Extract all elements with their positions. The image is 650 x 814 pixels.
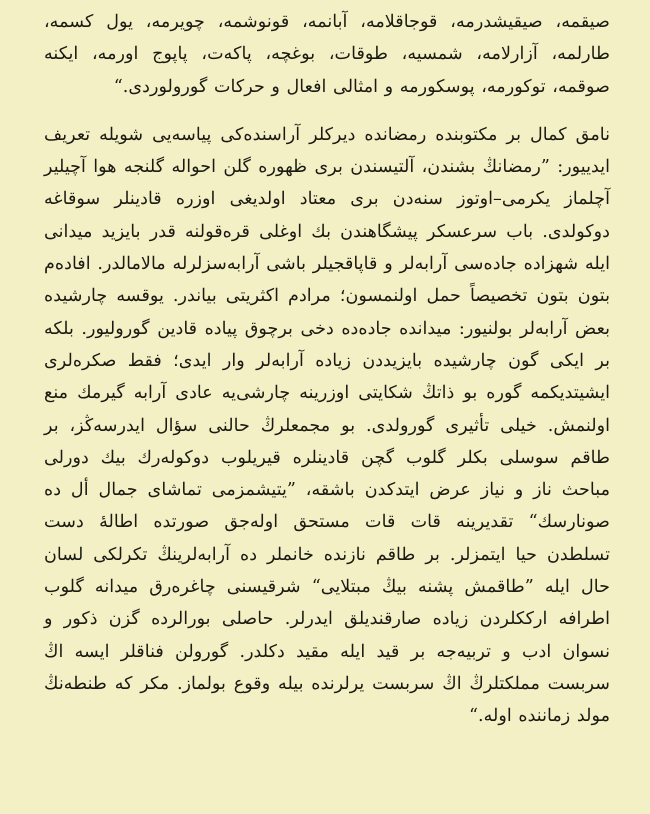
paragraph-continuation: صیقمه، صیقیشدرمه، قوجاقلامه، آبانمه، قونوشمه، چویرمه، یول کسمه، طارلمه، آزارلامه، شمسیه، طوقات، بوغچه، پاکەت، پاپوج اورمه، ایکنه صوقمه، توکورمه، پوسکورمه و امثالی افعال و حرکات گورولوردی.“ xyxy=(44,12,610,97)
paragraph-namik-kemal-letter: نامق کمال بر مکتوبنده رمضانده دیرکلر آراسندەکی پیاسەیی شویله تعریف ایدییور: ”رمضانڭ بشندن، آلتیسندن بری ظهوره گلن احواله گلنجه هوا آچیلیر آچلماز یکرمی–اوتوز سنەدن بری معتاد اولدیغی اوزره قادینلر سوقاغه دوکولدی. باب سرعسکر پیشگاهندن بك اوغلی قرەقولنه قدر بایزید میدانی ایله شهزاده جادەسی آرابەلر و قاپاقجیلر باشی آرابەسزلرله مالامالدر. افادەم بتون بتون تخصیصاً حمل اولنمسون؛ مرادم اکثریتی بیاندر. یوقسه چارشیده بعض آرابەلر بولنیور: میدانده جادەده دخی برچوق پیاده قادین گورولیور. بلکه بر ایکی گون چارشیده بایزیددن زیاده آرابەلر وار ایدی؛ فقط صکرەلری ایشیتدیکمه گوره بو ذاتڭ شکایتی اوزرینه چارشی‌یه عادی آرابه گیرمك منع اولنمش. خیلی تأثیری گورولدی. بو مجمعلرڭ حالنی سؤال ایدرسەڭز، بر طاقم سوسلی بکلر گلوب گچن قادینلره قیریلوب دوکولەرك بیك دورلی مباحث ناز و نیاز عرض ایتدکدن باشقه، ”یتیشمزمی تماشای جمال أل ده صونارسك“ تقدیرینه قات قات مستحق اولەجق صورتده اطالۀ دست تسلطدن حیا ایتمزلر. بر طاقم نازنده خانملر ده آرابەلرینڭ تکرلکی لسان حال ایله ”طاقمش پشنه بیڭ مبتلایی“ شرقیسنی چاغرەرق میدانه گلوب اطرافه ارککلردن زیاده صارقندیلق ایدرلر. حاصلی بورالرده گزن ذکور و نسوان ادب و تربیەجه بر قید ایله مقید دکلدر. گورولن فناقلر ایسه اڭ سربست مملکتلرڭ اڭ سربست یرلرنده بیله وقوع بولماز. مکر که طنطەنڭ مولد زماننده اوله.“ xyxy=(44,124,610,727)
